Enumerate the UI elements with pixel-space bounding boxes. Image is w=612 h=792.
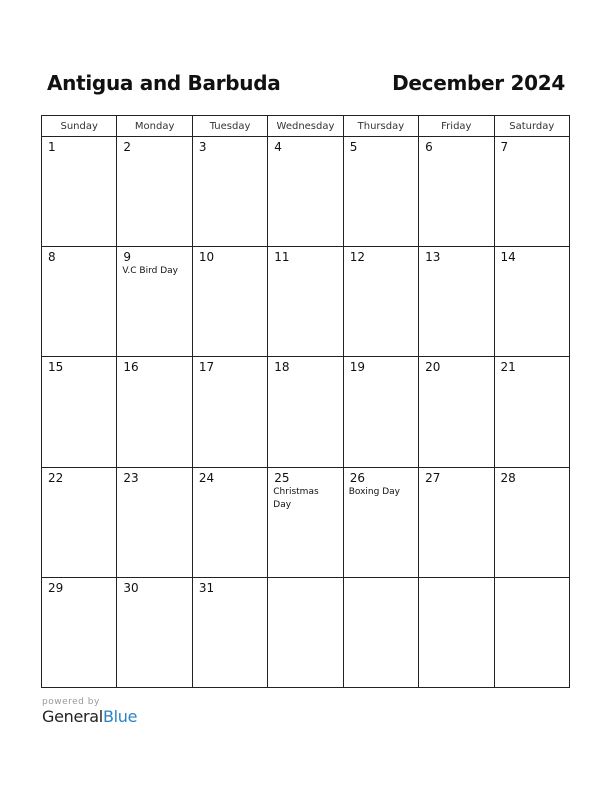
day-number: 4	[274, 140, 282, 154]
day-cell	[494, 247, 569, 357]
day-cell	[494, 357, 569, 467]
week-row	[42, 577, 570, 687]
day-cell	[343, 577, 418, 687]
day-cell	[419, 357, 494, 467]
day-cell	[494, 137, 569, 247]
day-number: 17	[198, 360, 215, 375]
day-cell	[268, 467, 343, 577]
week-row	[42, 137, 570, 247]
day-cell	[343, 467, 418, 577]
day-cell	[268, 357, 343, 467]
day-cell	[268, 247, 343, 357]
day-number: 8	[48, 250, 56, 265]
day-number: 18	[274, 360, 290, 375]
day-cell	[192, 467, 267, 577]
day-number: 16	[123, 360, 139, 375]
day-cell	[192, 137, 267, 247]
country-title: Antigua and Barbuda	[47, 71, 281, 95]
holiday-label: Christmas Day	[273, 486, 319, 510]
day-cell	[419, 577, 494, 687]
day-number: 29	[48, 580, 64, 595]
day-cell	[192, 247, 267, 357]
day-number: 12	[349, 250, 365, 265]
day-cell	[117, 577, 192, 687]
brand-blue: Blue	[102, 707, 138, 726]
powered-by-text: powered by	[42, 697, 100, 707]
weekday-header: Friday	[419, 116, 494, 137]
day-cell	[494, 467, 569, 577]
day-cell	[42, 467, 117, 577]
day-number: 11	[274, 250, 290, 265]
weekday-header: Monday	[117, 116, 192, 137]
day-number: 7	[500, 140, 509, 154]
day-cell	[42, 577, 117, 687]
weekday-header: Thursday	[343, 116, 418, 137]
brand-logo	[42, 707, 137, 727]
day-number: 6	[425, 140, 433, 154]
day-number: 19	[349, 360, 365, 375]
week-row	[42, 357, 570, 467]
day-cell	[419, 247, 494, 357]
day-cell	[494, 577, 569, 687]
day-cell	[42, 247, 117, 357]
day-number: 30	[123, 580, 139, 595]
day-cell	[117, 467, 192, 577]
day-number: 24	[198, 470, 215, 485]
day-number: 26	[349, 470, 365, 485]
day-cell	[42, 357, 117, 467]
calendar-grid	[41, 115, 570, 688]
day-cell	[419, 137, 494, 247]
footer-branding	[42, 697, 137, 727]
month-title: December 2024	[392, 71, 565, 95]
day-number: 2	[123, 140, 132, 154]
day-number: 3	[198, 140, 207, 154]
day-cell	[117, 357, 192, 467]
day-cell	[419, 467, 494, 577]
day-cell	[343, 357, 418, 467]
day-number: 22	[48, 470, 64, 485]
day-number: 9	[123, 250, 132, 265]
day-cell	[117, 137, 192, 247]
day-cell	[192, 357, 267, 467]
day-cell	[343, 137, 418, 247]
week-row	[42, 467, 570, 577]
week-row	[42, 247, 570, 357]
day-cell	[192, 577, 267, 687]
holiday-label: Boxing Day	[348, 486, 400, 497]
weekday-header: Saturday	[494, 116, 569, 137]
weekday-header-row	[42, 116, 570, 137]
weekday-header: Tuesday	[192, 116, 267, 137]
day-number: 28	[500, 470, 516, 485]
day-cell	[42, 137, 117, 247]
day-cell	[343, 247, 418, 357]
day-cell	[117, 247, 192, 357]
day-number: 13	[425, 250, 441, 265]
day-cell	[268, 137, 343, 247]
day-number: 23	[123, 470, 139, 485]
day-number: 15	[48, 360, 64, 375]
day-number: 1	[48, 140, 56, 154]
day-number: 31	[198, 580, 215, 595]
day-cell	[268, 577, 343, 687]
day-number: 20	[425, 360, 441, 375]
day-number: 14	[500, 250, 516, 265]
weekday-header: Sunday	[42, 116, 117, 137]
day-number: 27	[425, 470, 441, 485]
holiday-label: V.C Bird Day	[122, 266, 178, 277]
day-number: 10	[198, 250, 215, 265]
day-number: 25	[274, 470, 290, 485]
brand-general: General	[42, 707, 103, 726]
weekday-header: Wednesday	[268, 116, 343, 137]
day-number: 5	[349, 140, 358, 154]
day-number: 21	[500, 360, 516, 375]
